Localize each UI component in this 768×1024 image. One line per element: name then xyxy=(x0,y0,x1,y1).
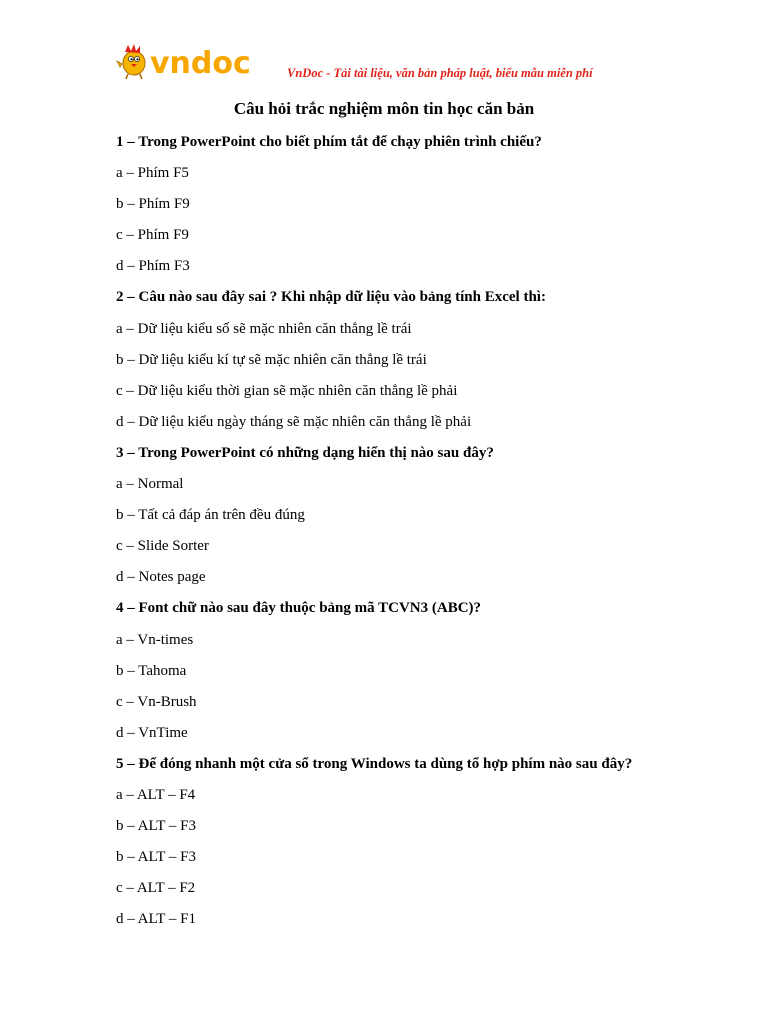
answer-option: d – Notes page xyxy=(116,569,206,586)
answer-option: d – ALT – F1 xyxy=(116,911,197,928)
answer-option: c – Dữ liệu kiểu thời gian sẽ mặc nhiên căn thẳng lề phải xyxy=(116,382,458,399)
answer-option: d – Dữ liệu kiểu ngày tháng sẽ mặc nhiên căn thẳng lề phải xyxy=(116,413,472,430)
answer-option: b – Phím F9 xyxy=(116,196,190,213)
answer-option: c – ALT – F2 xyxy=(116,880,196,897)
question-text: 5 – Để đóng nhanh một cửa sổ trong Windows ta dùng tổ hợp phím nào sau đây? xyxy=(116,755,633,772)
answer-option: b – ALT – F3 xyxy=(116,818,197,835)
question-list xyxy=(116,131,716,939)
answer-option: d – Phím F3 xyxy=(116,258,190,275)
answer-option: a – Vn-times xyxy=(116,631,194,648)
logo-wordmark: vndoc xyxy=(150,46,251,81)
vndoc-logo xyxy=(116,42,266,82)
document-title: Câu hỏi trắc nghiệm môn tin học căn bản xyxy=(233,99,535,118)
question-text: 1 – Trong PowerPoint cho biết phím tắt để chạy phiên trình chiếu? xyxy=(116,134,542,150)
answer-option: a – Phím F5 xyxy=(116,165,189,182)
answer-option: c – Vn-Brush xyxy=(116,693,197,710)
question-text: 2 – Câu nào sau đây sai ? Khi nhập dữ liệu vào bảng tính Excel thì: xyxy=(116,289,546,306)
answer-option: b – ALT – F3 xyxy=(116,849,197,866)
question-text: 3 – Trong PowerPoint có những dạng hiển thị nào sau đây? xyxy=(116,444,494,461)
tagline: VnDoc - Tải tài liệu, văn bản pháp luật, biểu mẫu miễn phí xyxy=(287,66,593,80)
question-text: 4 – Font chữ nào sau đây thuộc bảng mã TCVN3 (ABC)? xyxy=(116,600,482,617)
answer-option: a – ALT – F4 xyxy=(116,786,196,803)
answer-option: d – VnTime xyxy=(116,724,188,741)
answer-option: c – Phím F9 xyxy=(116,227,189,244)
answer-option: b – Tất cả đáp án trên đều đúng xyxy=(116,507,305,524)
answer-option: a – Normal xyxy=(116,476,184,493)
answer-option: b – Tahoma xyxy=(116,662,187,679)
answer-option: c – Slide Sorter xyxy=(116,538,209,555)
document-header xyxy=(116,42,676,82)
answer-option: a – Dữ liệu kiểu số sẽ mặc nhiên căn thẳng lề trái xyxy=(116,320,412,337)
mascot-icon xyxy=(117,44,145,79)
answer-option: b – Dữ liệu kiểu kí tự sẽ mặc nhiên căn thẳng lề trái xyxy=(116,351,427,368)
